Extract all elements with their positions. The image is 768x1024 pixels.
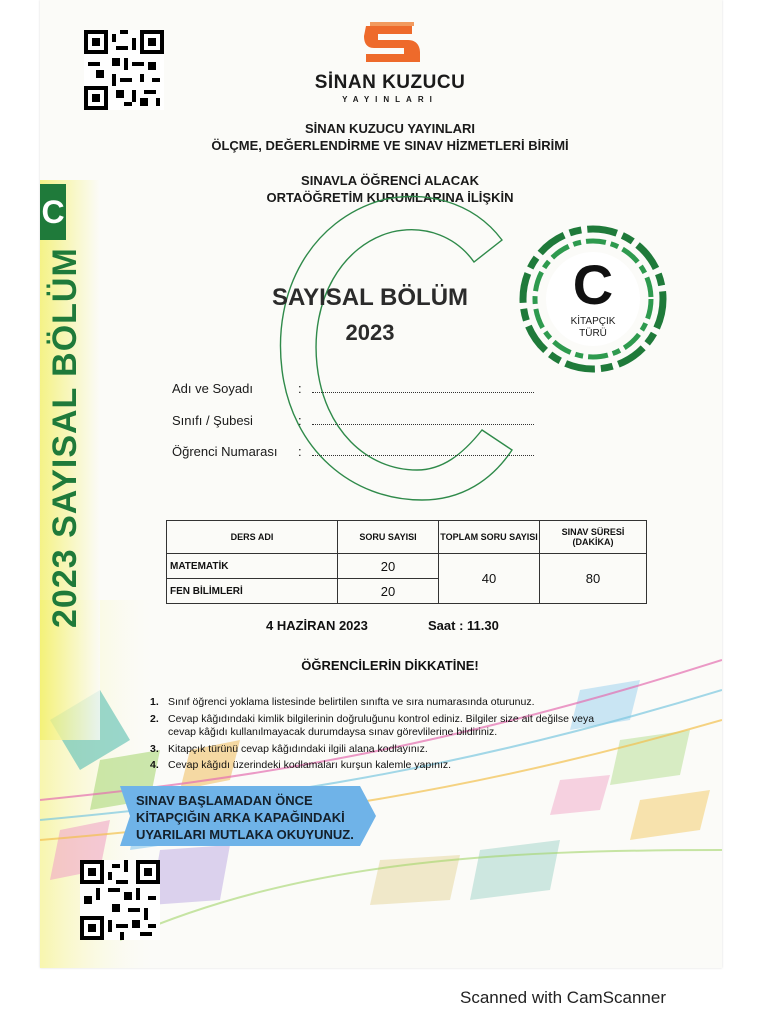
- table-header: SORU SAYISI: [338, 521, 439, 554]
- c-watermark: [252, 180, 552, 520]
- table-header-row: [167, 521, 647, 554]
- student-number-field[interactable]: [312, 444, 534, 456]
- booklet-label-1: KİTAPÇIK: [570, 316, 616, 327]
- rule-number: 2.: [150, 712, 159, 725]
- brand-sub: YAYINLARI: [342, 95, 438, 104]
- warning-title: ÖĞRENCİLERİN DİKKATİNE!: [301, 658, 479, 673]
- form-number-row: [172, 444, 534, 459]
- callout-line: UYARILARI MUTLAKA OKUYUNUZ.: [136, 827, 354, 842]
- table-header: TOPLAM SORU SAYISI: [439, 521, 540, 554]
- exam-date: 4 HAZİRAN 2023: [266, 618, 368, 633]
- total-questions: 40: [439, 554, 540, 604]
- callout-line: KİTAPÇIĞIN ARKA KAPAĞINDAKİ: [136, 810, 345, 825]
- form-label-class: Sınıfı / Şubesi: [172, 413, 253, 428]
- spine-booklet-letter: C: [40, 184, 66, 240]
- book-logo-icon: [358, 20, 424, 68]
- scanner-watermark: Scanned with CamScanner: [460, 988, 667, 1007]
- class-field[interactable]: [312, 413, 534, 425]
- name-field[interactable]: [312, 381, 534, 393]
- booklet-label-2: TÜRÜ: [579, 328, 607, 339]
- form-sep: :: [298, 444, 302, 459]
- exam-time: Saat : 11.30: [428, 618, 499, 633]
- list-item: [150, 759, 620, 773]
- table-header: SINAV SÜRESİ (DAKİKA): [540, 521, 647, 554]
- page-year: 2023: [345, 320, 395, 345]
- rule-text: Cevap kâğıdı üzerindeki kodlamaları kurşun kalemle yapınız.: [168, 759, 452, 771]
- exam-duration: 80: [540, 554, 647, 604]
- brand-name: SİNAN KUZUCU: [314, 72, 466, 93]
- header-exam-line2: ORTAÖĞRETİM KURUMLARINA İLİŞKİN: [266, 190, 514, 205]
- exam-info-table: [166, 520, 647, 604]
- rule-text: Kitapçık türünü cevap kâğıdındaki ilgili alana kodlayınız.: [168, 742, 428, 755]
- rule-number: 1.: [150, 696, 159, 708]
- table-header: DERS ADI: [167, 521, 338, 554]
- booklet-type-badge: [518, 224, 668, 374]
- rule-number: 3.: [150, 742, 159, 755]
- list-item: [150, 743, 620, 757]
- booklet-letter: C: [572, 253, 614, 316]
- qr-code-top: [84, 30, 164, 110]
- rules-list: [150, 696, 620, 776]
- list-item: [150, 696, 620, 710]
- header-unit: ÖLÇME, DEĞERLENDİRME VE SINAV HİZMETLERİ BİRİMİ: [211, 138, 569, 153]
- lesson-name: MATEMATİK: [167, 554, 338, 579]
- callout-text: [136, 792, 354, 843]
- callout-line: SINAV BAŞLAMADAN ÖNCE: [136, 793, 313, 808]
- form-sep: :: [298, 413, 302, 428]
- list-item: [150, 713, 620, 740]
- form-label-number: Öğrenci Numarası: [172, 444, 278, 459]
- exam-cover-page: [40, 0, 722, 968]
- qr-code-bottom: [80, 860, 160, 940]
- lesson-name: FEN BİLİMLERİ: [167, 579, 338, 604]
- spine-title: 2023 SAYISAL BÖLÜM: [46, 247, 84, 628]
- form-sep: :: [298, 381, 302, 396]
- question-count: 20: [338, 579, 439, 604]
- form-name-row: [172, 381, 534, 396]
- rule-text: Sınıf öğrenci yoklama listesinde belirtilen sınıfta ve sıra numarasında oturunuz.: [168, 696, 535, 708]
- header-exam-line1: SINAVLA ÖĞRENCİ ALACAK: [301, 173, 479, 188]
- header-publisher: SİNAN KUZUCU YAYINLARI: [305, 121, 475, 136]
- question-count: 20: [338, 554, 439, 579]
- page-title: SAYISAL BÖLÜM: [271, 284, 469, 311]
- rule-number: 4.: [150, 759, 159, 771]
- rule-text: Cevap kâğıdındaki kimlik bilgilerinin doğruluğunu kontrol ediniz. Bilgiler size ait değilse veya cevap kâğıdı kullanılmayacak durumdaysa sınav görevlilerine bildiriniz.: [168, 712, 595, 738]
- form-label-name: Adı ve Soyadı: [172, 381, 253, 396]
- form-class-row: [172, 413, 534, 428]
- table-row: [167, 554, 647, 579]
